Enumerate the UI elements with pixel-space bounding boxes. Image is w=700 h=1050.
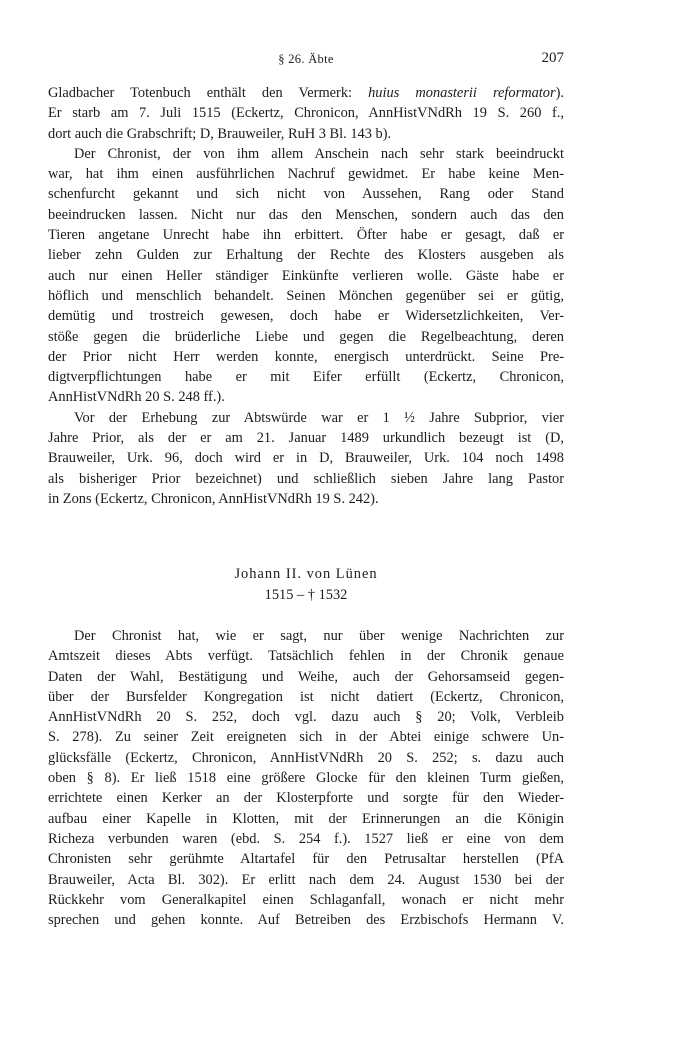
text-line: Amtszeit dieses Abts verfügt. Tatsächlich fehlen in der Chronik genaue (48, 648, 564, 665)
text-line: Er starb am 7. Juli 1515 (Eckertz, Chronicon, AnnHistVNdRh 19 S. 260 f., (48, 105, 564, 122)
text-line: oben § 8). Er ließ 1518 eine größere Glocke für den kleinen Turm gießen, (48, 770, 564, 787)
running-head (48, 50, 564, 70)
text-line: glücksfälle (Eckertz, Chronicon, AnnHistVNdRh 20 S. 252; s. dazu auch (48, 749, 564, 766)
text-line: dort auch die Grabschrift; D, Brauweiler, RuH 3 Bl. 143 b). (48, 125, 392, 142)
text-line: stöße gegen die brüderliche Liebe und gegen die Regelbeachtung, deren (48, 328, 564, 345)
text-line: S. 278). Zu seiner Zeit ereigneten sich in der Abtei einige schwere Un- (48, 729, 564, 746)
text-line: Brauweiler, Urk. 96, doch wird er in D, Brauweiler, Urk. 104 noch 1498 (48, 450, 564, 467)
abbot-dates: 1515 – † 1532 (264, 587, 348, 603)
abbot-name: Johann II. von Lünen (234, 566, 378, 582)
text-line: sprechen und gehen konnte. Auf Betreiben des Erzbischofs Hermann V. (48, 912, 564, 929)
text-line: aufbau einer Kapelle in Klotten, mit der Erinnerungen an die Königin (48, 810, 564, 827)
text-line: lieber zehn Gulden zur Erhaltung der Rechte des Klosters ausgeben als (48, 247, 564, 264)
latin-quote: huius monasterii reformator (368, 85, 556, 101)
text-line: Rückkehr vom Generalkapitel einen Schlaganfall, wonach er nicht mehr (48, 891, 564, 908)
text-line: Gladbacher Totenbuch enthält den Vermerk: huius monasterii reformator). (48, 85, 564, 101)
text-line: Richeza verbunden waren (ebd. S. 254 f.). 1527 ließ er eine von dem (48, 830, 564, 847)
text-line: demütig und trostreich gewesen, doch habe er Widersetzlichkeiten, Ver- (48, 308, 564, 325)
text-line: als bisheriger Prior bezeichnet) und schließlich sieben Jahre lang Pastor (48, 470, 564, 487)
text-line: war, hat ihm einen ausführlichen Nachruf gewidmet. Er habe keine Men- (48, 166, 564, 183)
text-line: auch nur einen Heller ständiger Einkünfte verlieren wolle. Gäste habe er (48, 267, 564, 284)
text-line: AnnHistVNdRh 20 S. 248 ff.). (48, 389, 225, 406)
text-line: Chronisten sehr gerühmte Altartafel für den Petrusaltar herstellen (PfA (48, 851, 564, 868)
text-line: über der Bursfelder Kongregation ist nicht datiert (Eckertz, Chronicon, (48, 688, 564, 705)
text-line: höflich und menschlich behandelt. Seinen Mönchen gegenüber sei er gütig, (48, 287, 564, 304)
text-line: beeindrucken lassen. Nicht nur das den Menschen, sondern auch das den (48, 206, 564, 223)
paragraph-first-line: Vor der Erhebung zur Abtswürde war er 1 ½ Jahre Subprior, vier (74, 409, 564, 426)
text-line: Jahre Prior, als der er am 21. Januar 1489 urkundlich bezeugt ist (D, (48, 430, 564, 447)
text-line: der Prior nicht Herr werden konnte, energisch unterdrückt. Seine Pre- (48, 348, 564, 365)
text-line: Brauweiler, Acta Bl. 302). Er erlitt nach dem 24. August 1530 bei der (48, 871, 564, 888)
text-line: Daten der Wahl, Bestätigung und Weihe, auch der Gehorsamseid gegen- (48, 668, 564, 685)
page-number: 207 (541, 50, 564, 66)
running-title: § 26. Äbte (278, 52, 334, 66)
text-line: in Zons (Eckertz, Chronicon, AnnHistVNdRh 19 S. 242). (48, 490, 379, 507)
text-line: AnnHistVNdRh 20 S. 252, doch vgl. dazu auch § 20; Volk, Verbleib (48, 709, 564, 726)
body-text-lower (48, 626, 564, 930)
section-heading (48, 564, 564, 606)
paragraph-first-line: Der Chronist hat, wie er sagt, nur über wenige Nachrichten zur (74, 628, 564, 644)
text-line: digtverpflichtungen habe er mit Eifer erfüllt (Eckertz, Chronicon, (48, 369, 564, 386)
paragraph-first-line: Der Chronist, der von ihm allem Anschein nach sehr stark beeindruckt (74, 145, 564, 162)
body-text-upper (48, 83, 564, 509)
text-line: errichtete einen Kerker an der Klosterpforte und sorgte für den Wieder- (48, 790, 564, 807)
text-line: Tieren angetane Unrecht habe ihn erbittert. Öfter habe er gesagt, daß er (48, 227, 564, 244)
text-line: schenfurcht gekannt und sich nicht von Aussehen, Rang oder Stand (48, 186, 564, 203)
